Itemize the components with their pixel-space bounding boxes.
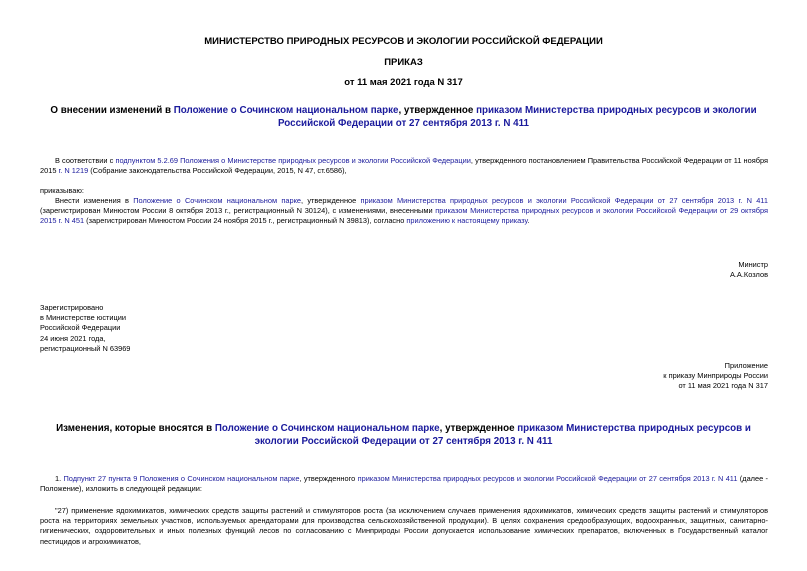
registration-block: [40, 303, 130, 354]
registration-line: Российской Федерации: [40, 323, 121, 333]
appendix-title-link-order[interactable]: приказом Министерства природных ресурсов и экологии Российской Федерации от 27 сентября 2013 г. N 411: [254, 423, 751, 447]
registration-line: Зарегистрировано: [40, 303, 104, 312]
p1-mid: , утвержденного постановлением Правительства Российской Федерации от 11 ноября 2015: [40, 156, 769, 176]
item1-link-subpoint[interactable]: Подпункт 27 пункта 9 Положения о Сочинском национальном парке: [63, 474, 300, 483]
p2-end: .: [527, 216, 530, 226]
doc-date-number: от 11 мая 2021 года N 317: [344, 77, 463, 88]
p1-start: В соответствии с: [55, 156, 116, 165]
appendix-ref-line: к приказу Минприроды России: [663, 371, 768, 381]
registration-line: 24 июня 2021 года,: [40, 333, 106, 343]
p2-mid3: (зарегистрирован Минюстом России 24 ноября 2015 г., регистрационный N 39813), согласно: [84, 216, 407, 226]
p2-link-regulation[interactable]: Положение о Сочинском национальном парке: [133, 196, 302, 205]
appendix-title-link-regulation[interactable]: Положение о Сочинском национальном парке: [214, 423, 440, 434]
item1-mid: , утвержденного: [299, 474, 358, 483]
title-link-order[interactable]: приказом Министерства природных ресурсов и экологии Российской Федерации от 27 сентября 2013 г. N 411: [278, 105, 757, 129]
p2-link-appendix[interactable]: приложению к настоящему приказу: [406, 216, 528, 226]
appendix-reference: [663, 361, 768, 392]
item1-end: (далее - Положение), изложить в следующей редакции:: [40, 474, 768, 494]
title-prefix: О внесении изменений в: [50, 105, 174, 116]
p2-start: Внести изменения в: [55, 196, 134, 205]
amendment-quote: "27) применение ядохимикатов, химических средств защиты растений и стимуляторов роста (за исключением случаев применения ядохимикатов, химических средств защиты растений и стимуляторов роста на территориях земельных участков, используемых арендаторами для производства сельскохозяйственной продукции). В целях сохранения средообразующих, водоохранных, защитных, санитарно-гигиенических, оздоровительных и иных полезных функций лесов по согласованию с Минприроды России допускается использование химических препаратов, включенных в Государственный каталог пестицидов и агрохимикатов,: [40, 506, 768, 546]
ministry-heading: МИНИСТЕРСТВО ПРИРОДНЫХ РЕСУРСОВ И ЭКОЛОГИИ РОССИЙСКОЙ ФЕДЕРАЦИИ: [204, 36, 603, 47]
p1-link-ministry-regulation[interactable]: подпунктом 5.2.69 Положения о Министерстве природных ресурсов и экологии Российской Федерации: [115, 156, 471, 165]
appendix-title-middle: , утвержденное: [439, 423, 518, 434]
registration-line: в Министерстве юстиции: [40, 313, 127, 323]
document-title: [40, 104, 767, 130]
registration-line: регистрационный N 63969: [40, 343, 131, 353]
item1-start: 1.: [55, 474, 64, 483]
order-word: приказываю:: [40, 186, 84, 195]
amendment-item-1: [40, 474, 768, 494]
appendix-title-prefix: Изменения, которые вносятся в: [56, 423, 215, 434]
p1-link-resolution[interactable]: г. N 1219: [58, 166, 89, 176]
appendix-ref-line: Приложение: [724, 361, 768, 370]
doc-type: ПРИКАЗ: [384, 57, 423, 68]
appendix-title: [40, 422, 767, 448]
signature-position: Министр: [738, 260, 768, 269]
p2-mid1: , утвержденное: [301, 196, 361, 205]
signature-name: А.А.Козлов: [729, 270, 768, 279]
p2-link-order-411[interactable]: приказом Министерства природных ресурсов и экологии Российской Федерации от 27 сентября 2013 г. N 411: [360, 196, 768, 205]
item1-link-order[interactable]: приказом Министерства природных ресурсов и экологии Российской Федерации от 27 сентября 2013 г. N 411: [357, 474, 738, 483]
title-middle: , утвержденное: [398, 105, 477, 116]
p1-end: (Собрание законодательства Российской Федерации, 2015, N 47, ст.6586),: [88, 166, 347, 176]
order-paragraph: [40, 196, 768, 227]
title-link-regulation[interactable]: Положение о Сочинском национальном парке: [173, 105, 399, 116]
p2-link-order-451[interactable]: приказом Министерства природных ресурсов и экологии Российской Федерации от 29 октября 2015 г. N 451: [40, 206, 768, 226]
preamble-paragraph: [40, 156, 768, 176]
appendix-ref-line: от 11 мая 2021 года N 317: [678, 381, 768, 391]
p2-mid2: (зарегистрирован Минюстом России 8 октября 2013 г., регистрационный N 30124), с изменениями, внесенными: [40, 206, 436, 216]
